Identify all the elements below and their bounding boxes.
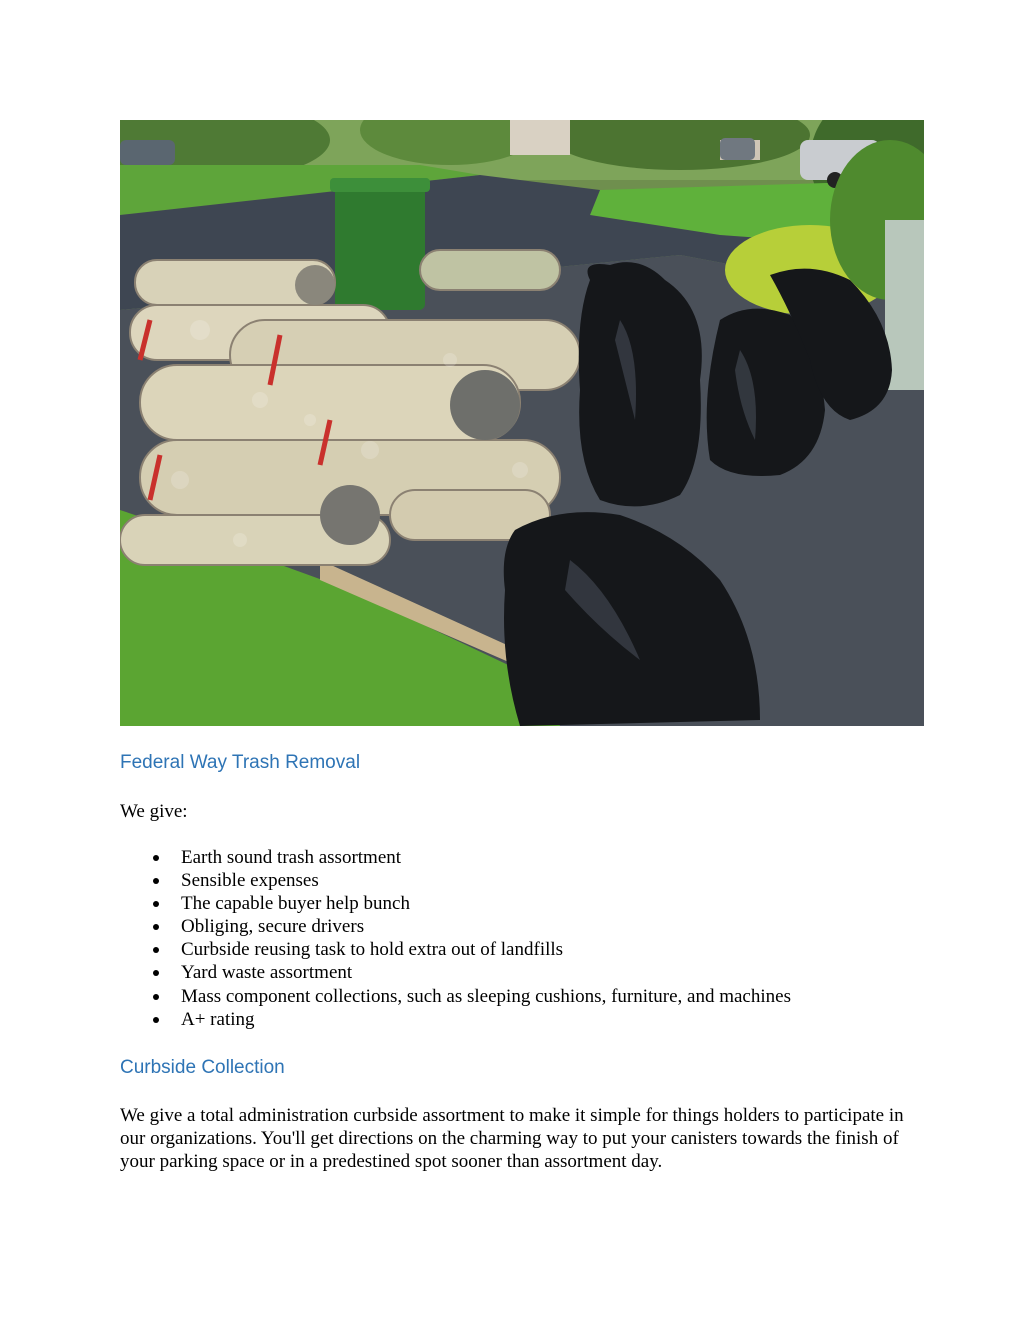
list-item: Earth sound trash assortment: [120, 846, 791, 869]
curbside-trash-photo: [120, 120, 924, 726]
intro-text: We give:: [120, 801, 188, 822]
photo-illustration: [120, 120, 924, 726]
list-item: Sensible expenses: [120, 869, 791, 892]
section-heading-trash-removal: Federal Way Trash Removal: [120, 752, 361, 773]
list-item: The capable buyer help bunch: [120, 892, 791, 915]
list-item: Mass component collections, such as sleeping cushions, furniture, and machines: [120, 985, 791, 1008]
section-heading-curbside-collection: Curbside Collection: [120, 1057, 285, 1078]
curbside-paragraph: We give a total administration curbside assortment to make it simple for things holders to participate in our organizations. You'll get directions on the charming way to put your canisters towards the finish of your parking space or in a predestined spot sooner than assortment day.: [120, 1105, 904, 1172]
list-item: Obliging, secure drivers: [120, 915, 791, 938]
list-item: Curbside reusing task to hold extra out of landfills: [120, 938, 791, 961]
list-item: A+ rating: [120, 1008, 791, 1031]
list-item: Yard waste assortment: [120, 961, 791, 984]
services-list: [120, 846, 791, 1031]
